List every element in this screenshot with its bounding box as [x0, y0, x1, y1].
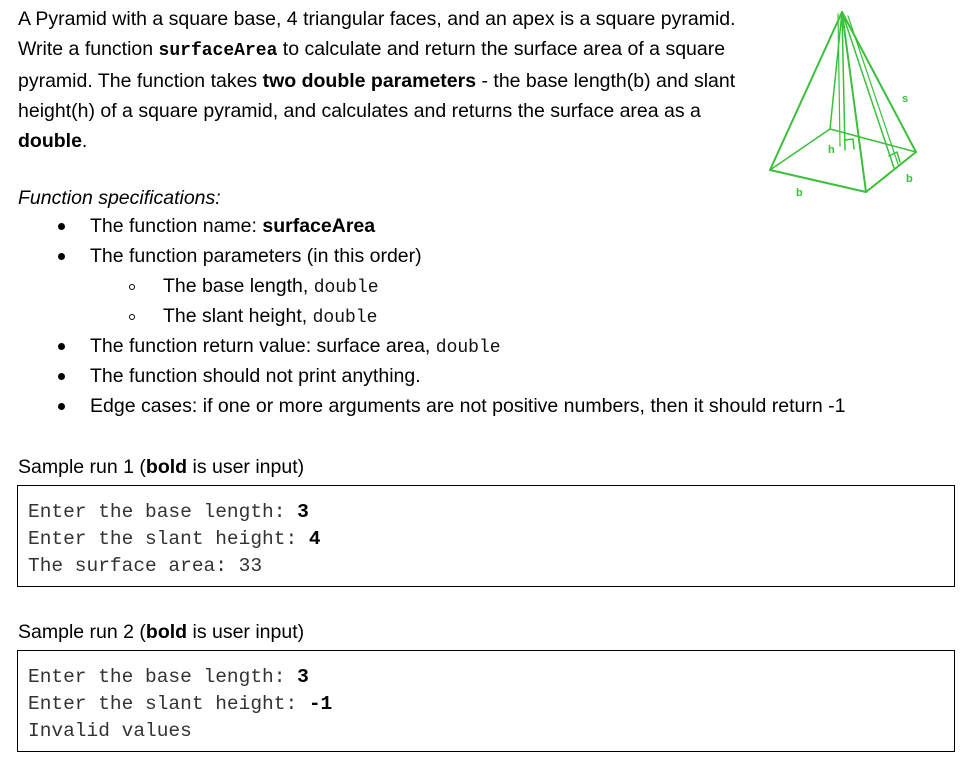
user-input: 3	[297, 666, 309, 688]
sample2-title-pre: Sample run 2 (	[18, 621, 146, 643]
intro-bold-double: double	[18, 130, 82, 152]
right-angle-marker-h	[845, 139, 854, 149]
sample1-title-post: is user input)	[187, 456, 305, 478]
param1-type: double	[313, 278, 379, 298]
spec-param-1	[163, 271, 379, 303]
sample1-title-pre: Sample run 1 (	[18, 456, 146, 478]
spec-edge-cases: Edge cases: if one or more arguments are not positive numbers, then it should return -1	[90, 395, 846, 417]
user-input: -1	[308, 693, 333, 715]
prompt-text: Enter the base length:	[28, 501, 298, 523]
intro-text-1: A Pyramid with a square base, 4 triangular faces, and an apex is a square pyramid. Write a function	[18, 8, 736, 60]
spec-no-print: The function should not print anything.	[90, 365, 421, 387]
param2-type: double	[312, 308, 378, 328]
sample-run-2-box	[17, 650, 955, 752]
intro-text-4: .	[81, 130, 88, 152]
prompt-text: Enter the base length:	[28, 666, 298, 688]
sample-run-1-box	[17, 485, 955, 587]
bullet-icon	[58, 343, 65, 350]
spec-params: The function parameters (in this order)	[90, 245, 422, 267]
spec-title: Function specifications:	[18, 187, 221, 209]
pyramid-edge	[842, 12, 916, 152]
label-b-left: b	[796, 187, 803, 199]
label-s: s	[902, 93, 909, 105]
return-type: double	[435, 338, 501, 358]
pyramid-base-back	[770, 129, 916, 170]
bullet-icon	[58, 373, 65, 380]
sample-run-2-title	[18, 617, 304, 647]
console-line	[28, 526, 944, 553]
intro-bold-params: two double parameters	[262, 70, 477, 92]
label-b-right: b	[906, 173, 913, 185]
user-input: 3	[297, 501, 309, 523]
user-input: 4	[308, 528, 321, 550]
sample2-title-post: is user input)	[187, 621, 305, 643]
pyramid-edge-back	[830, 12, 842, 129]
sub-bullet-icon	[129, 284, 135, 290]
intro-text-2: to calculate and return the surface area of a square pyramid. The function takes	[18, 38, 726, 92]
return-label: The function return value: surface area,	[90, 335, 436, 357]
console-line	[28, 691, 944, 718]
console-output: Invalid values	[28, 720, 192, 742]
bullet-icon	[58, 253, 65, 260]
spec-name-label: The function name:	[90, 215, 263, 237]
sub-bullet-icon	[129, 314, 135, 320]
sample2-title-bold: bold	[145, 621, 188, 643]
param1-label: The base length,	[163, 275, 314, 297]
sample1-title-bold: bold	[145, 456, 188, 478]
console-line	[28, 499, 944, 526]
prompt-text: Enter the slant height:	[28, 528, 309, 550]
pyramid-edge	[842, 12, 866, 192]
spec-name-value: surfaceArea	[262, 215, 376, 237]
problem-description	[18, 4, 738, 156]
pyramid-base-edge	[770, 152, 916, 192]
square-pyramid-diagram	[766, 8, 926, 204]
slant-line	[842, 12, 894, 168]
bullet-icon	[58, 223, 65, 230]
spec-param-2	[163, 301, 377, 333]
sample-run-1-title	[18, 452, 304, 482]
intro-text-3: - the base length(b) and slant height(h) of a square pyramid, and calculates and returns the surface area as a	[18, 70, 736, 122]
function-name-code: surfaceArea	[158, 41, 278, 61]
spec-return	[90, 331, 501, 363]
prompt-text: Enter the slant height:	[28, 693, 309, 715]
param2-label: The slant height,	[163, 305, 313, 327]
bullet-icon	[58, 403, 65, 410]
console-output: The surface area: 33	[28, 555, 263, 577]
label-h: h	[828, 144, 835, 156]
console-line	[28, 664, 944, 691]
spec-function-name	[90, 211, 375, 241]
